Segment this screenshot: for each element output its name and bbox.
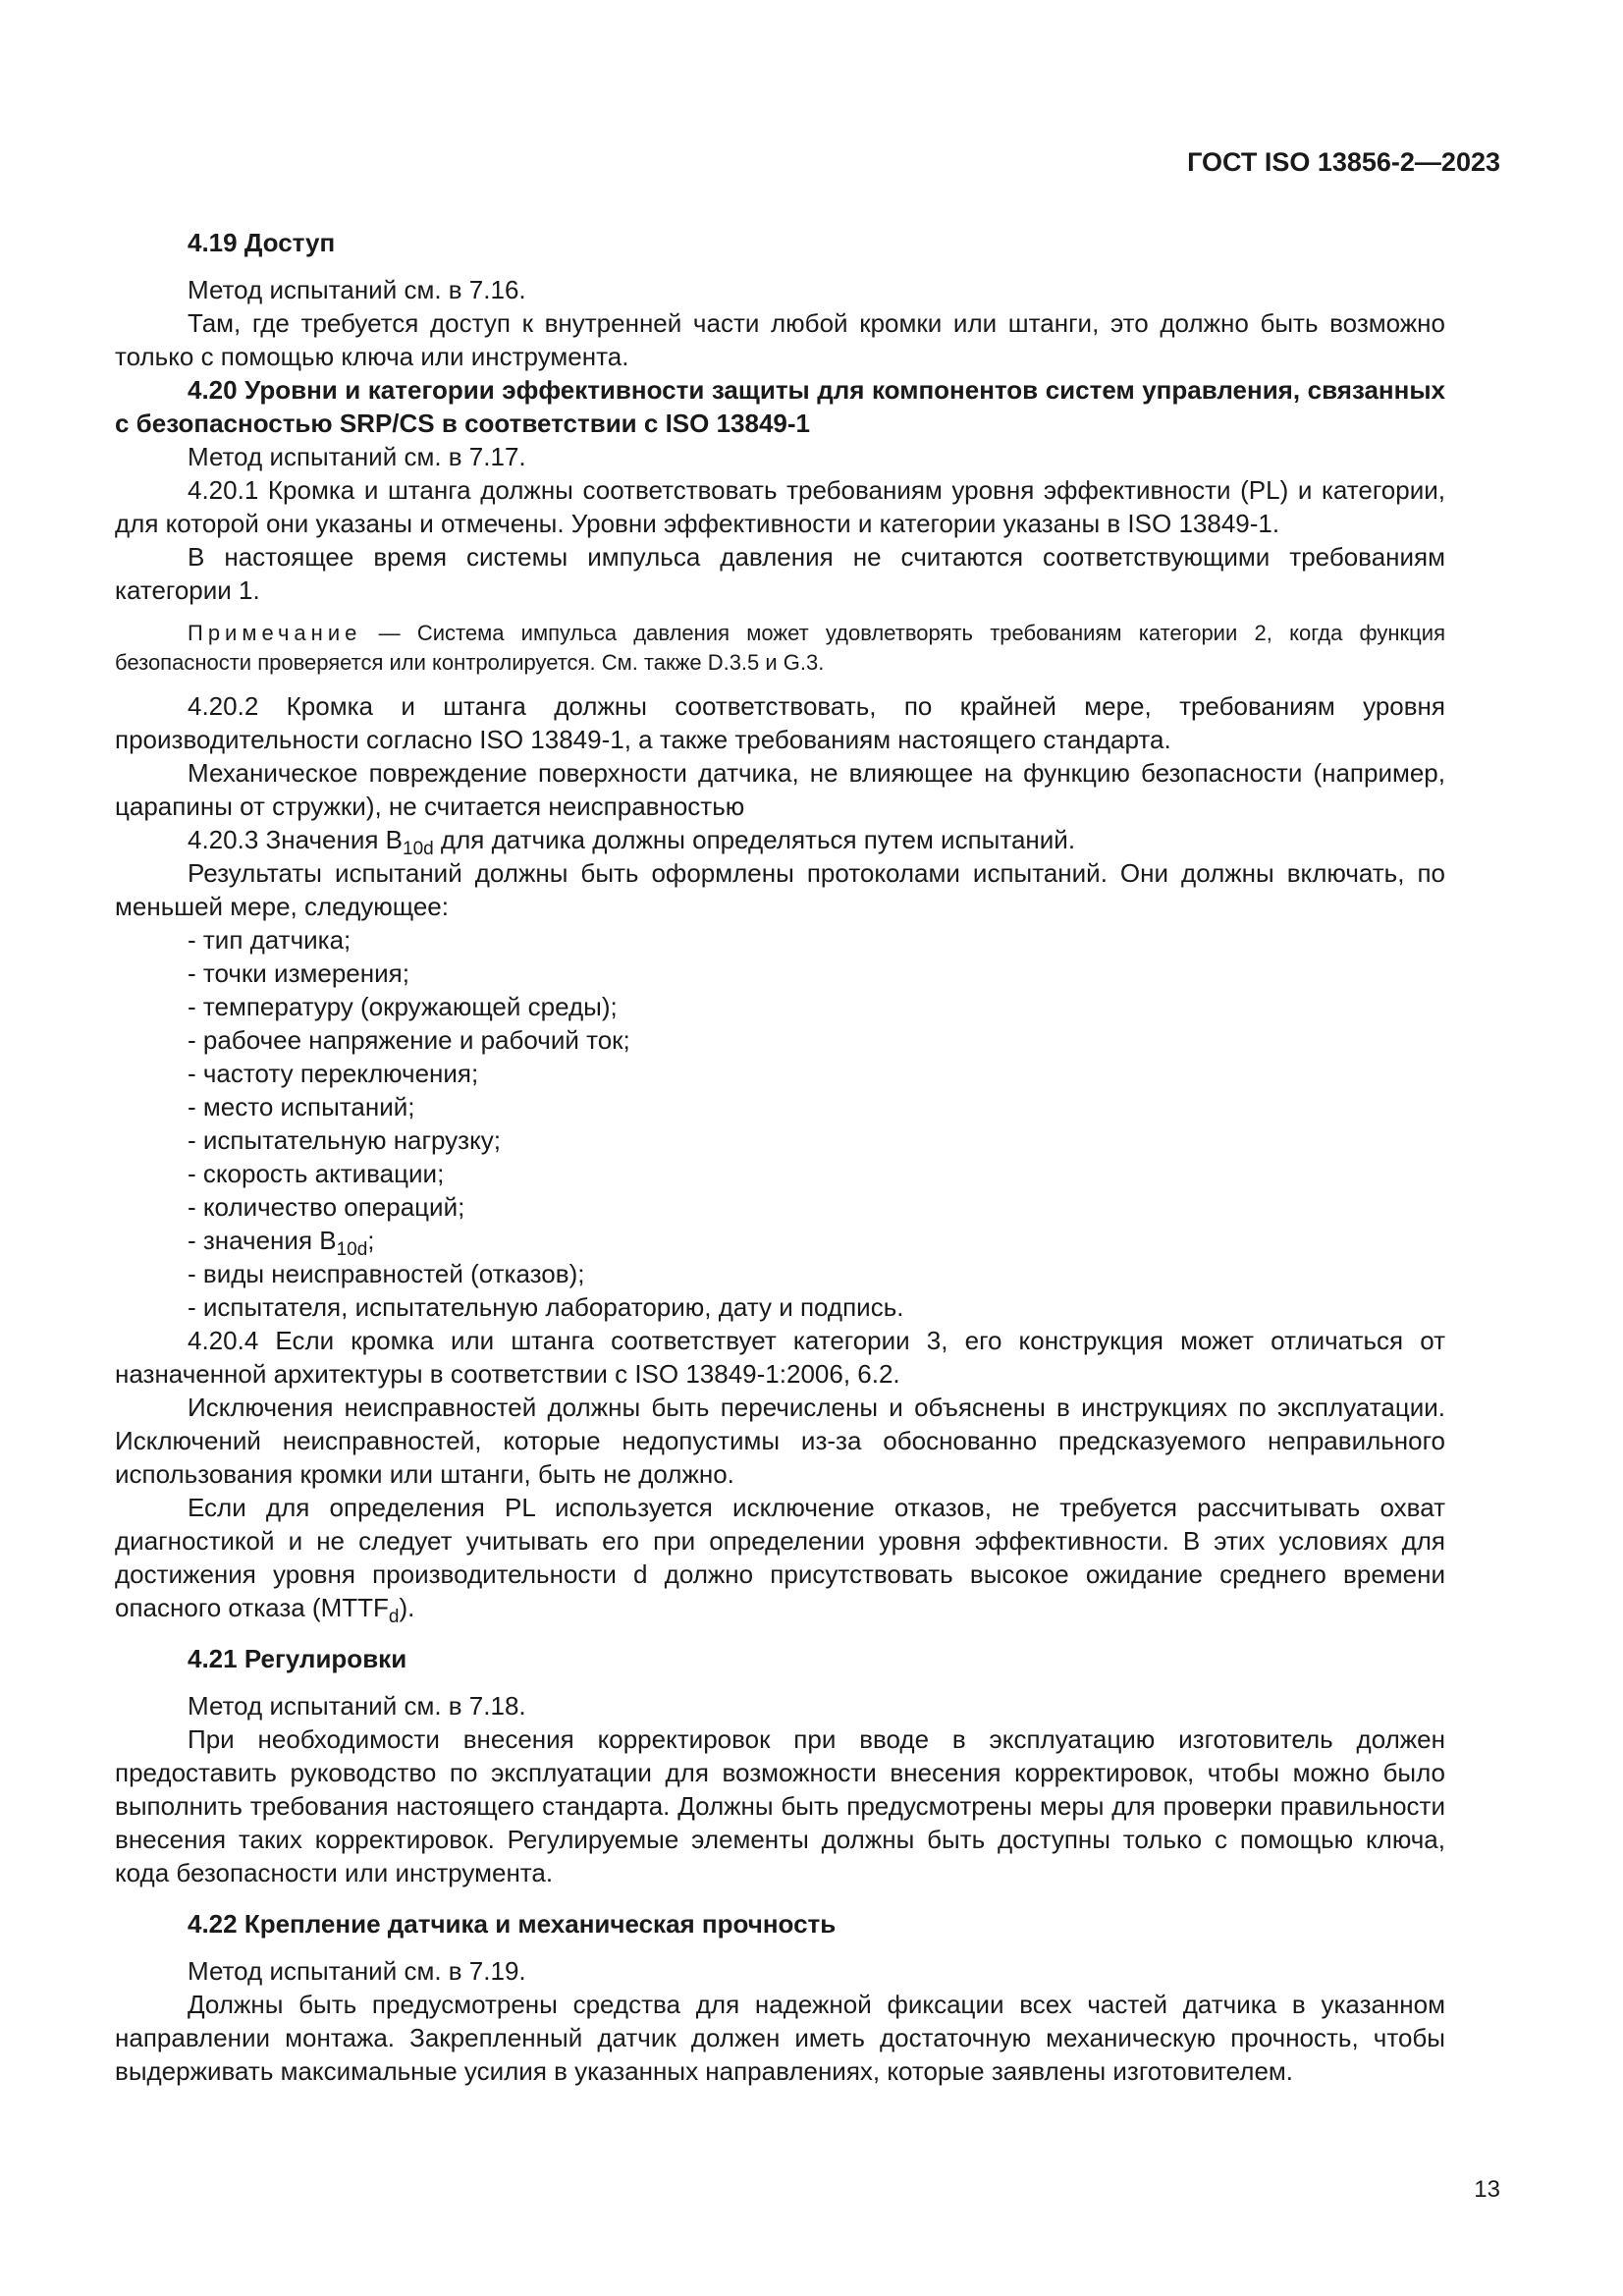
text-run: ; [367, 1226, 375, 1255]
paragraph: Должны быть предусмотрены средства для надежной фиксации всех частей датчика в указанном направлении монтажа. Закрепленный датчик должен иметь достаточную механическую прочность, чтобы выдерживать максимальные усилия в указанных направлениях, которые заявлены изготовителем. [115, 1990, 1445, 2086]
page-content [115, 226, 1445, 2088]
note-label: Примечание [188, 621, 362, 645]
text-run: Если для определения PL используется исключение отказов, не требуется рассчитывать охват диагностикой и не следует учитывать его при определении уровня эффективности. В этих условиях для достижения уровня производительности d должно присутствовать высокое ожидание среднего времени опасного отказа (MTTF [115, 1493, 1445, 1622]
list-item [188, 1224, 1445, 1260]
report-items-list [115, 923, 1445, 1324]
paragraph: Метод испытаний см. в 7.19. [188, 1956, 526, 1986]
text-run: - значения B [188, 1226, 337, 1255]
list-item: - испытателя, испытательную лабораторию, дату и подпись. [188, 1292, 904, 1322]
subscript: d [388, 1607, 400, 1627]
list-item: - виды неисправностей (отказов); [188, 1259, 585, 1288]
paragraph: Механическое повреждение поверхности датчика, не влияющее на функцию безопасности (например, царапины от стружки), не считается неисправностью [115, 758, 1445, 821]
subscript: 10d [336, 1239, 368, 1260]
list-item: - скорость активации; [188, 1159, 445, 1188]
section-4-21-heading: 4.21 Регулировки [188, 1644, 407, 1673]
section-4-20-heading: 4.20 Уровни и категории эффективности защиты для компонентов систем управления, связанных с безопасностью SRP/CS в соответствии с ISO 13849-1 [115, 375, 1445, 438]
list-item: - тип датчика; [188, 925, 352, 955]
paragraph: Метод испытаний см. в 7.16. [188, 275, 526, 304]
text-run: для датчика должны определяться путем испытаний. [433, 825, 1076, 854]
paragraph: Там, где требуется доступ к внутренней части любой кромки или штанги, это должно быть возможно только с помощью ключа или инструмента. [115, 308, 1445, 371]
paragraph-b10d [115, 823, 1445, 859]
paragraph: Исключения неисправностей должны быть перечислены и объяснены в инструкциях по эксплуатации. Исключений неисправностей, которые недопустимы из-за обоснованно предсказуемого неправильного использования кромки или штанги, быть не должно. [115, 1393, 1445, 1489]
list-item: - место испытаний; [188, 1092, 415, 1121]
list-item: - температуру (окружающей среды); [188, 992, 618, 1021]
paragraph: 4.20.4 Если кромка или штанга соответствует категории 3, его конструкция может отличаться от назначенной архитектуры в соответствии с ISO 13849-1:2006, 6.2. [115, 1326, 1445, 1389]
list-item: - испытательную нагрузку; [188, 1125, 501, 1155]
section-4-22-heading: 4.22 Крепление датчика и механическая прочность [188, 1909, 837, 1939]
section-4-19-heading: 4.19 Доступ [188, 228, 336, 257]
paragraph: Результаты испытаний должны быть оформлены протоколами испытаний. Они должны включать, по меньшей мере, следующее: [115, 858, 1445, 921]
note-text: — Система импульса давления может удовлетворять требованиям категории 2, когда функция безопасности проверяется или контролируется. См. также D.3.5 и G.3. [115, 621, 1445, 675]
text-run: 4.20.3 Значения B [188, 825, 403, 854]
list-item: - количество операций; [188, 1192, 465, 1222]
paragraph: Метод испытаний см. в 7.17. [188, 442, 526, 471]
paragraph-mttf [115, 1491, 1445, 1627]
paragraph: В настоящее время системы импульса давления не считаются соответствующими требованиям категории 1. [115, 542, 1445, 605]
standard-code: ГОСТ ISO 13856-2—2023 [1187, 147, 1500, 177]
list-item: - рабочее напряжение и рабочий ток; [188, 1025, 630, 1055]
page-number: 13 [1474, 2176, 1500, 2203]
text-run: ). [399, 1593, 415, 1622]
list-item: - частоту переключения; [188, 1059, 479, 1088]
note [115, 619, 1445, 678]
list-item: - точки измерения; [188, 958, 409, 988]
paragraph: 4.20.1 Кромка и штанга должны соответствовать требованиям уровня эффективности (PL) и категории, для которой они указаны и отмечены. Уровни эффективности и категории указаны в ISO 13849-1. [115, 475, 1445, 538]
paragraph: Метод испытаний см. в 7.18. [188, 1691, 526, 1721]
paragraph: 4.20.2 Кромка и штанга должны соответствовать, по крайней мере, требованиям уровня производительности согласно ISO 13849-1, а также требованиям настоящего стандарта. [115, 691, 1445, 754]
paragraph: При необходимости внесения корректировок при вводе в эксплуатацию изготовитель должен предоставить руководство по эксплуатации для возможности внесения корректировок, чтобы можно было выполнить требования настоящего стандарта. Должны быть предусмотрены меры для проверки правильности внесения таких корректировок. Регулируемые элементы должны быть доступны только с помощью ключа, кода безопасности или инструмента. [115, 1724, 1445, 1887]
subscript: 10d [403, 839, 434, 859]
